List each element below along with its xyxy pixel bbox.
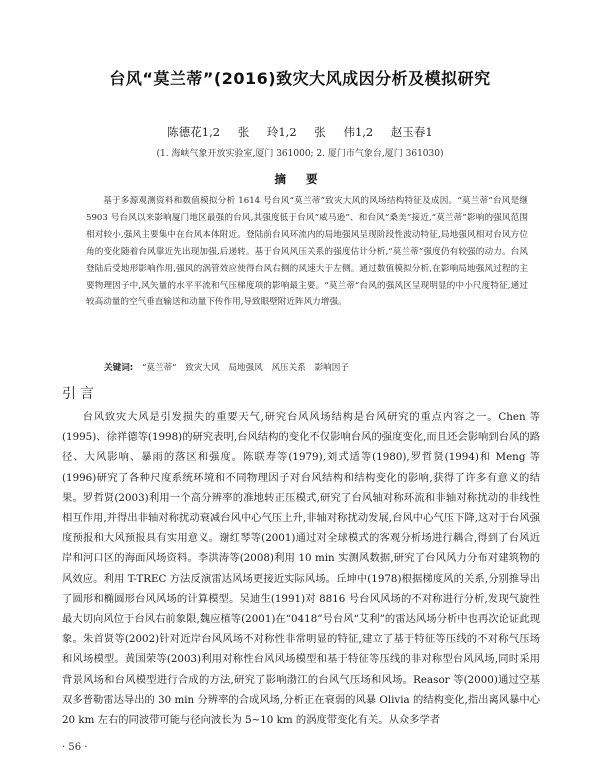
abstract-heading: 摘 要 [274,172,326,186]
affiliation-line: (1. 海峡气象开放实验室,厦门 361000; 2. 厦门市气象台,厦门 361030) [156,149,444,159]
page-number: · 56 · [62,742,88,753]
author-list: 陈德花1,2 张 玲1,2 张 伟1,2 赵玉春1 [167,125,433,139]
abstract-body: 基于多源观测资料和数值模拟分析 1614 号台风“莫兰蒂”致灾大风的风场结构特征及成因。“莫兰蒂”台风是继 5903 号台风以来影响厦门地区最强的台风,其强度低于台风“威马逊”、和台风“桑美”接近,“莫兰蒂”影响的强风范围相对较小,强风主要集中在台风本体附近。登陆前台风环流内的局地强风呈现阶段性波动特征,局地强风相对台风方位角的变化随着台风靠近先出现加强,后递转。基于台风风压关系的强度估计分析,“莫兰蒂”强度仍有较强的动力。台风登陆后受地形影响作用,强风的涡管效应使得台风右侧的风速大于左侧。通过数值模拟分析,在影响局地强风过程的主要物理因子中,风矢量的水平平流和气压梯度项的影响最主要。“莫兰蒂”台风的强风区呈现明显的中小尺度特征,通过较高动量的空气垂直输送和动量下传作用,导致眼壁附近阵风力增强。 [86,196,528,308]
intro-body: 台风致灾大风是引发损失的重要天气,研究台风风场结构是台风研究的重点内容之一。Chen 等(1995)、徐祥德等(1998)的研究表明,台风结构的变化不仅影响台风的强度变化,而且还会影响到台风的路径、大风影响、暴雨的落区和强度。陈联寿等(1979),刘式适等(1980),罗哲贤(1994)和 Meng 等(1996)研究了各种尺度系统环境和不同物理因子对台风结构和结构变化的影响,获得了许多有意义的结果。罗哲贤(2003)利用一个高分辨率的准地转正压模式,研究了台风轴对称环流和非轴对称扰动的非线性相互作用,并得出非轴对称扰动衰减台风中心气压上升,非轴对称扰动发展,台风中心气压下降,这对于台风强度预报和大风预报具有实用意义。谢红琴等(2001)通过对全球模式的客观分析场进行耦合,得到了台风近岸和河口区的海面风场资料。李洪涛等(2008)利用 10 min 实测风数据,研究了台风风力分布对建筑物的风效应。利用 T-TREC 方法反演雷达风场更接近实际风场。丘坤中(1978)根据梯度风的关系,分别推导出了圆形和椭圆形台风风场的计算模型。吴迪生(1991)对 8816 号台风风场的不对称进行分析,发现气旋性最大切向风位于台风右前象限,魏应植等(2001)在“0418”号台风“艾利”的雷达风场分析中也再次论证此现象。朱首贤等(2002)针对近岸台风风场不对称性非常明显的特征,建立了基于特征等压线的不对称气压场和风场模型。黄国荣等(2003)利用对称性台风风场模型和基于特征等压线的非对称型台风风场,同时采用背景风场和台风模型进行合成的方法,研究了影响渤江的台风气压场和风场。Reasor 等(2000)通过空基双多普勒雷达导出的 30 min 分辨率的合成风场,分析正在衰弱的风暴 Olivia 的结构变化,指出离风暴中心 20 km 左右的同波带可能与径向波长为 5~10 km 的涡度带变化有关。从众多学者 [62,411,540,727]
paper-title: 台风“莫兰蒂”(2016)致灾大风成因分析及模拟研究 [109,69,491,88]
section-heading-intro: 引言 [62,386,98,402]
keywords-label: 关键词: [104,363,134,373]
keywords-line [104,361,534,373]
keywords-text: “莫兰蒂” 致灾大风 局地强风 风压关系 影响因子 [141,363,349,373]
